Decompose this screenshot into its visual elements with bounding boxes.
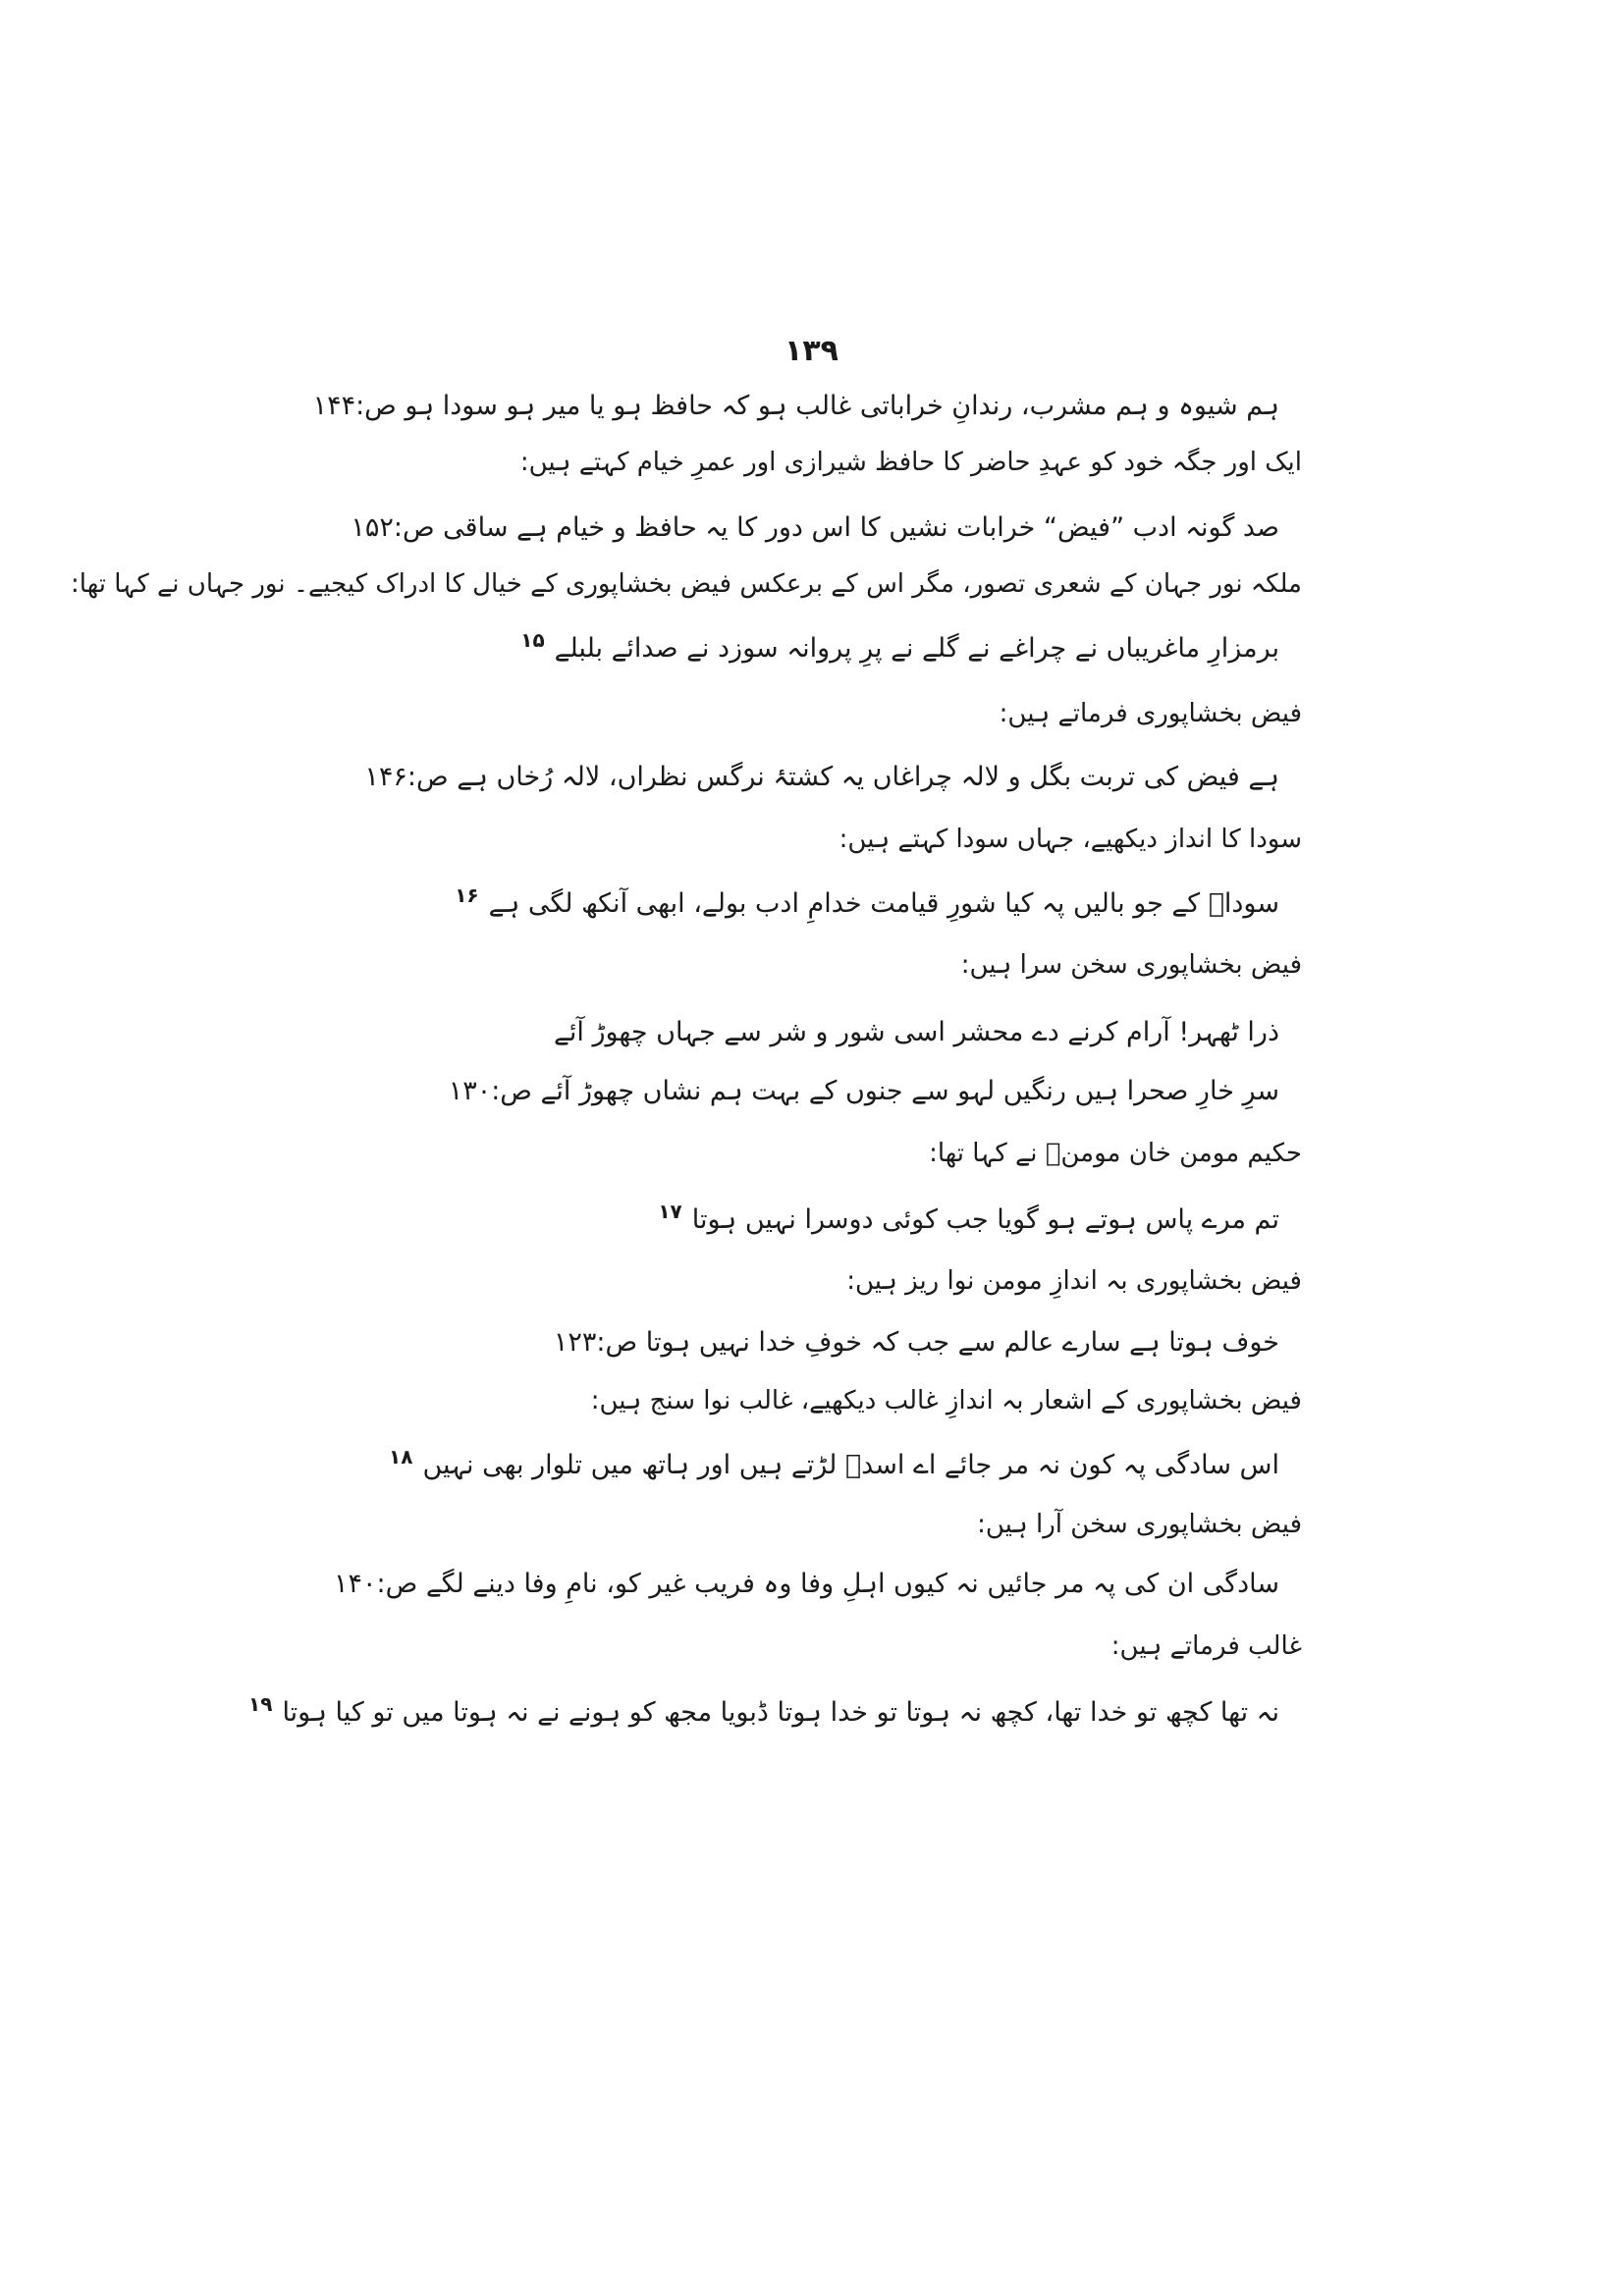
verse-line: خوف ہوتا ہے سارے عالم سے جب کہ خوفِ خدا نہیں ہوتا ص:۱۲۳	[553, 1327, 1279, 1358]
prose-line: ایک اور جگہ خود کو عہدِ حاضر کا حافظ شیرازی اور عمرِ خیام کہتے ہیں:	[519, 448, 1302, 477]
footnote-marker: ۱۷	[658, 1200, 682, 1223]
footnote-marker: ۱۹	[248, 1692, 273, 1716]
verse-line: تم مرے پاس ہوتے ہو گویا جب کوئی دوسرا نہیں ہوتا$^{۱۷}$	[658, 1200, 1279, 1235]
prose-line: ملکہ نور جہان کے شعری تصور، مگر اس کے برعکس فیض بخشاپوری کے خیال کا ادراک کیجیے۔ نور جہاں نے کہا تھا:	[71, 569, 1302, 599]
verse-line: سرِ خارِ صحرا ہیں رنگیں لہو سے جنوں کے بہت ہم نشاں چھوڑ آئے ص:۱۳۰	[448, 1076, 1279, 1106]
verse-line: نہ تھا کچھ تو خدا تھا، کچھ نہ ہوتا تو خدا ہوتا ڈبویا مجھ کو ہونے نے نہ ہوتا میں تو کیا ہوتا$^{۱۹}$	[248, 1692, 1279, 1728]
verse-line: ہم شیوہ و ہم مشرب، رندانِ خراباتی غالب ہو کہ حافظ ہو یا میر ہو سودا ہو ص:۱۴۴	[312, 391, 1279, 421]
verse-line: ہے فیض کی تربت بگل و لالہ چراغاں یہ کشتۂ نرگس نظراں، لالہ رُخاں ہے ص:۱۴۶	[364, 762, 1279, 792]
verse-line: سادگی ان کی پہ مر جائیں نہ کیوں اہلِ وفا وہ فریب غیر کو، نامِ وفا دینے لگے ص:۱۴۰	[333, 1569, 1279, 1599]
verse-line: ذرا ٹھہر! آرام کرنے دے محشر اسی شور و شر سے جہاں چھوڑ آئے	[554, 1017, 1279, 1047]
page-number: ۱۳۹	[784, 334, 839, 368]
footnote-marker: ۱۵	[520, 628, 545, 652]
verse-line: سوداؔ کے جو بالیں پہ کیا شورِ قیامت خدامِ ادب بولے، ابھی آنکھ لگی ہے$^{۱۶}$	[455, 883, 1279, 919]
verse-line: اس سادگی پہ کون نہ مر جائے اے اسدؔ لڑتے ہیں اور ہاتھ میں تلوار بھی نہیں$^{۱۸}$	[389, 1445, 1279, 1480]
verse-line: صد گونہ ادب ”فیض“ خرابات نشیں کا اس دور کا یہ حافظ و خیام ہے ساقی ص:۱۵۲	[351, 512, 1279, 543]
prose-line: غالب فرماتے ہیں:	[1110, 1631, 1302, 1661]
footnote-marker: ۱۶	[455, 883, 479, 907]
prose-line: حکیم مومن خان مومنؔ نے کہا تھا:	[929, 1139, 1302, 1168]
verse-line: برمزارِ ماغریباں نے چراغے نے گلے نے پرِ پروانہ سوزد نے صدائے بلبلے$^{۱۵}$	[520, 628, 1279, 664]
footnote-marker: ۱۸	[389, 1445, 413, 1468]
prose-line: فیض بخشاپوری کے اشعار بہ اندازِ غالب دیکھیے، غالب نوا سنج ہیں:	[590, 1386, 1302, 1415]
prose-line: فیض بخشاپوری سخن سرا ہیں:	[960, 950, 1302, 980]
prose-line: فیض بخشاپوری سخن آرا ہیں:	[977, 1510, 1302, 1539]
prose-line: فیض بخشاپوری فرماتے ہیں:	[999, 699, 1302, 728]
prose-line: سودا کا انداز دیکھیے، جہاں سودا کہتے ہیں:	[839, 825, 1302, 854]
prose-line: فیض بخشاپوری بہ اندازِ مومن نوا ریز ہیں:	[846, 1266, 1302, 1296]
